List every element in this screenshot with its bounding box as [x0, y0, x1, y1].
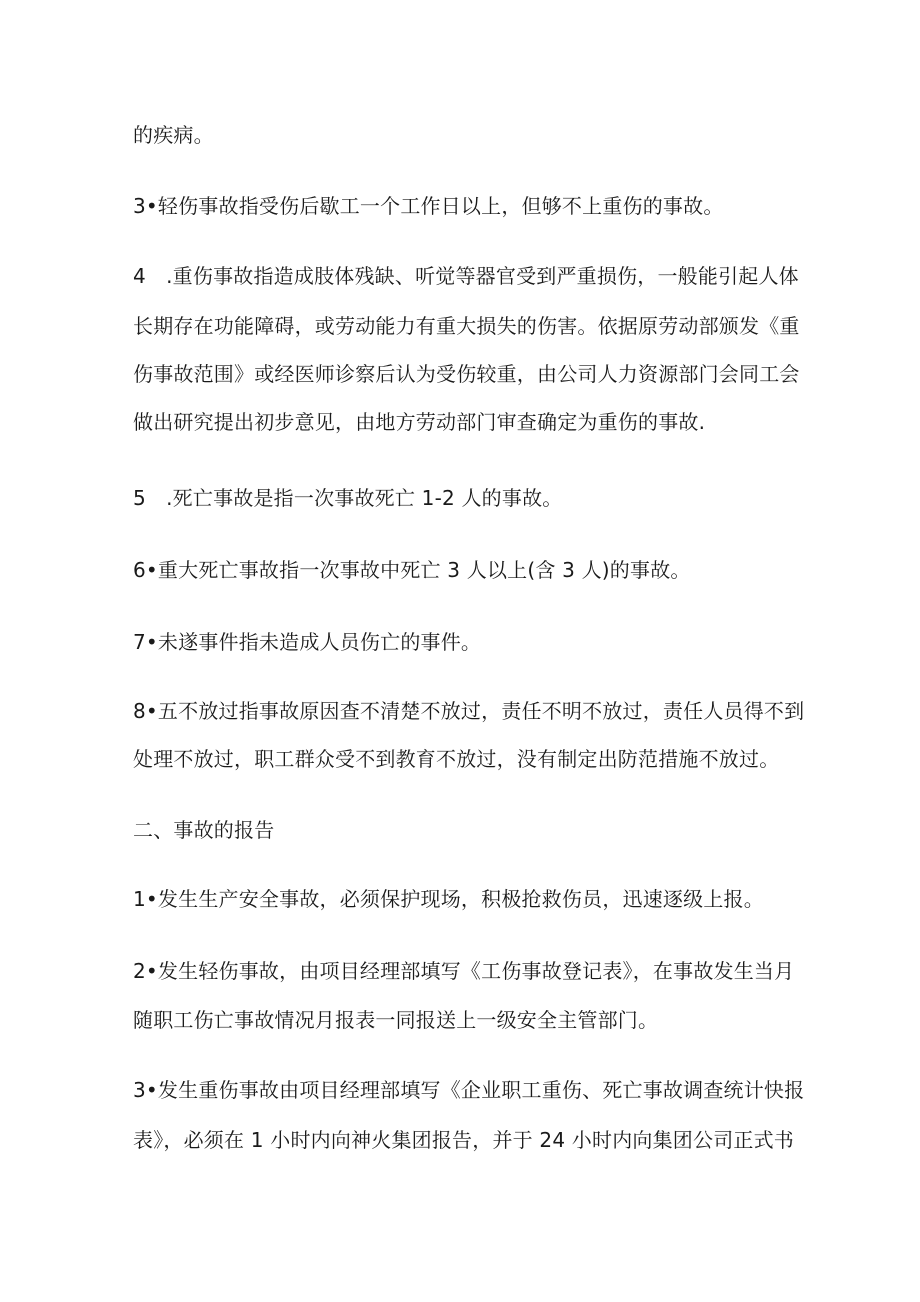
paragraph-line: 7•未遂事件指未造成人员伤亡的事件。 [133, 630, 482, 654]
paragraph-line: 的疾病。 [133, 123, 214, 147]
section-heading: 二、事故的报告 [133, 818, 275, 842]
paragraph-line: 长期存在功能障碍，或劳动能力有重大损失的伤害。依据原劳动部颁发《重 [133, 314, 800, 338]
paragraph-line: 处理不放过，职工群众受不到教育不放过，没有制定出防范措施不放过。 [133, 747, 780, 771]
paragraph-line: 伤事故范围》或经医师诊察后认为受伤较重，由公司人力资源部门会同工会 [133, 362, 800, 386]
paragraph-line: 2•发生轻伤事故，由项目经理部填写《工伤事故登记表》，在事故发生当月 [133, 959, 795, 983]
paragraph-line: 6•重大死亡事故指一次事故中死亡 3 人以上(含 3 人)的事故。 [133, 558, 691, 582]
paragraph-line: 表》，必须在 1 小时内向神火集团报告，并于 24 小时内向集团公司正式书 [133, 1128, 795, 1152]
paragraph-line: 1•发生生产安全事故，必须保护现场，积极抢救伤员，迅速逐级上报。 [133, 887, 764, 911]
paragraph-line: 做出研究提出初步意见，由地方劳动部门审查确定为重伤的事故. [133, 410, 706, 434]
paragraph-line: 随职工伤亡事故情况月报表一同报送上一级安全主管部门。 [133, 1008, 659, 1032]
paragraph-line: 3•发生重伤事故由项目经理部填写《企业职工重伤、死亡事故调查统计快报 [133, 1078, 805, 1102]
paragraph-line: 4 .重伤事故指造成肢体残缺、听觉等器官受到严重损伤，一般能引起人体 [133, 264, 799, 288]
paragraph-line: 5 .死亡事故是指一次事故死亡 1-2 人的事故。 [133, 486, 563, 510]
paragraph-line: 3•轻伤事故指受伤后歇工一个工作日以上，但够不上重伤的事故。 [133, 194, 724, 218]
paragraph-line: 8•五不放过指事故原因查不清楚不放过，责任不明不放过，责任人员得不到 [133, 699, 805, 723]
